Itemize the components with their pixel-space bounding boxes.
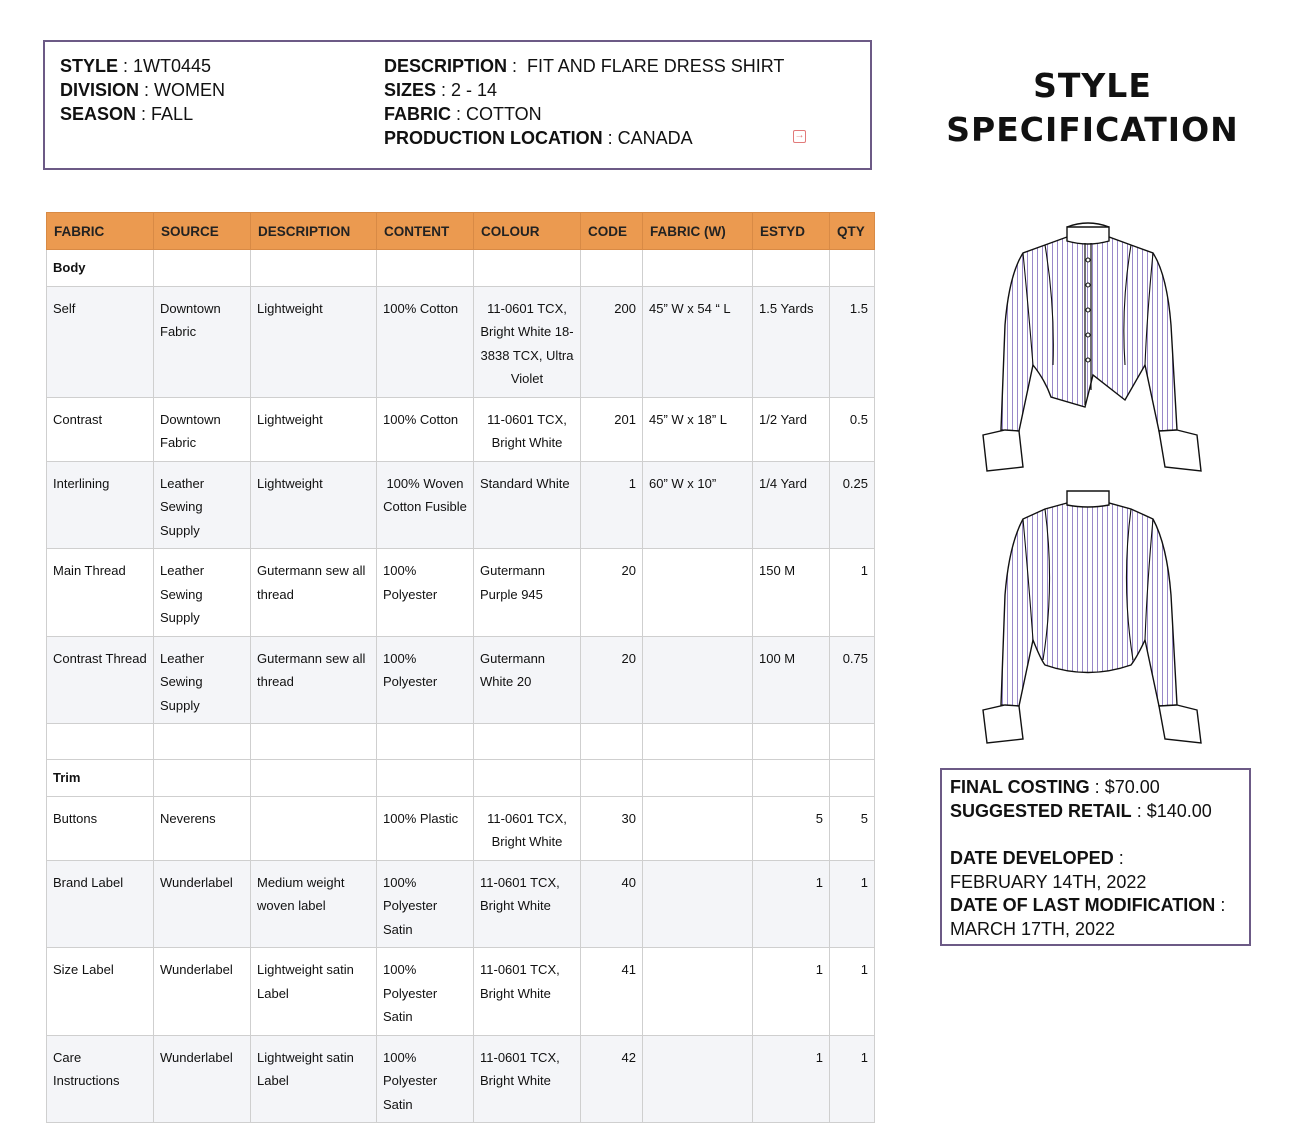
cell-code: 201: [581, 397, 643, 461]
cell-code: 1: [581, 461, 643, 549]
table-row: [47, 286, 875, 397]
col-fabric: FABRIC: [47, 213, 154, 250]
sizes-value: 2 - 14: [451, 80, 498, 100]
description-line: DESCRIPTION : FIT AND FLARE DRESS SHIRT: [384, 56, 785, 76]
cell-content: 100% Cotton: [377, 397, 474, 461]
cell-fabric: Contrast Thread: [47, 636, 154, 724]
table-row: [47, 461, 875, 549]
cell-estyd: 1: [753, 948, 830, 1036]
cell-source: Downtown Fabric: [154, 397, 251, 461]
table-row: [47, 549, 875, 637]
cell-description: Gutermann sew all thread: [251, 549, 377, 637]
cell-content: 100% Cotton: [377, 286, 474, 397]
cell-colour: Standard White: [474, 461, 581, 549]
title-line-2: SPECIFICATION: [946, 110, 1239, 149]
cell-fabric-width: [643, 549, 753, 637]
cell-estyd: 1/2 Yard: [753, 397, 830, 461]
cell-colour: 11-0601 TCX, Bright White: [474, 860, 581, 948]
col-qty: QTY: [830, 213, 875, 250]
cell-estyd: 1: [753, 1035, 830, 1123]
style-info-right: [384, 54, 784, 150]
fabric-line: FABRIC : COTTON: [384, 104, 542, 124]
cell-content: 100% Polyester: [377, 636, 474, 724]
col-description: DESCRIPTION: [251, 213, 377, 250]
col-colour: COLOUR: [474, 213, 581, 250]
cell-source: Wunderlabel: [154, 860, 251, 948]
cell-content: 100% Plastic: [377, 796, 474, 860]
cell-colour: Gutermann White 20: [474, 636, 581, 724]
cell-colour: 11-0601 TCX, Bright White: [474, 397, 581, 461]
table-row: [47, 1035, 875, 1123]
table-header-row: [47, 213, 875, 250]
table-row: [47, 636, 875, 724]
col-source: SOURCE: [154, 213, 251, 250]
shirt-front-sketch: [975, 215, 1207, 475]
description-value: FIT AND FLARE DRESS SHIRT: [527, 56, 785, 76]
cell-qty: 0.25: [830, 461, 875, 549]
cell-description: Lightweight satin Label: [251, 1035, 377, 1123]
section-row-trim: [47, 760, 875, 797]
cell-source: Wunderlabel: [154, 948, 251, 1036]
style-info-box: [43, 40, 872, 170]
cell-fabric-width: 45” W x 18” L: [643, 397, 753, 461]
cell-description: Medium weight woven label: [251, 860, 377, 948]
table-row: [47, 860, 875, 948]
cell-qty: 1: [830, 948, 875, 1036]
cell-qty: 5: [830, 796, 875, 860]
sizes-line: SIZES : 2 - 14: [384, 80, 498, 100]
cell-fabric-width: [643, 860, 753, 948]
cell-colour: 11-0601 TCX, Bright White: [474, 796, 581, 860]
cell-description: Gutermann sew all thread: [251, 636, 377, 724]
cell-estyd: 150 M: [753, 549, 830, 637]
style-line: STYLE : 1WT0445: [60, 56, 212, 76]
table-row: [47, 948, 875, 1036]
cell-qty: 1: [830, 549, 875, 637]
suggested-retail-line: SUGGESTED RETAIL : $140.00: [950, 800, 1212, 821]
cell-qty: 1.5: [830, 286, 875, 397]
cell-fabric: Care Instructions: [47, 1035, 154, 1123]
cell-description: [251, 796, 377, 860]
file-export-icon[interactable]: →: [794, 130, 805, 141]
cell-qty: 0.75: [830, 636, 875, 724]
cell-description: Lightweight: [251, 461, 377, 549]
cell-fabric-width: [643, 948, 753, 1036]
cell-code: 40: [581, 860, 643, 948]
cell-fabric-width: 45” W x 54 “ L: [643, 286, 753, 397]
cell-code: 20: [581, 636, 643, 724]
shirt-back-sketch: [975, 485, 1207, 745]
cell-fabric: Size Label: [47, 948, 154, 1036]
cell-code: 20: [581, 549, 643, 637]
cell-qty: 0.5: [830, 397, 875, 461]
cell-content: 100% Polyester: [377, 549, 474, 637]
spacer-row: [47, 724, 875, 760]
title-line-1: STYLE: [1033, 66, 1152, 105]
cell-qty: 1: [830, 1035, 875, 1123]
cell-colour: Gutermann Purple 945: [474, 549, 581, 637]
cell-source: Downtown Fabric: [154, 286, 251, 397]
cell-source: Leather Sewing Supply: [154, 549, 251, 637]
cell-content: 100% Polyester Satin: [377, 860, 474, 948]
cell-source: Neverens: [154, 796, 251, 860]
cell-fabric: Main Thread: [47, 549, 154, 637]
location-value: CANADA: [617, 128, 693, 148]
page-title: [915, 64, 1270, 152]
final-costing-line: FINAL COSTING : $70.00: [950, 777, 1160, 797]
col-estyd: ESTYD: [753, 213, 830, 250]
costing-box: [940, 768, 1251, 946]
cell-estyd: 100 M: [753, 636, 830, 724]
cell-fabric-width: 60” W x 10”: [643, 461, 753, 549]
style-info-left: [60, 54, 225, 126]
final-costing-value: $70.00: [1104, 777, 1160, 797]
division-line: DIVISION : WOMEN: [60, 80, 226, 100]
cell-colour: 11-0601 TCX, Bright White: [474, 1035, 581, 1123]
cell-content: 100% Polyester Satin: [377, 1035, 474, 1123]
cell-content: 100% Polyester Satin: [377, 948, 474, 1036]
cell-fabric: Brand Label: [47, 860, 154, 948]
cell-estyd: 1.5 Yards: [753, 286, 830, 397]
date-modified-label: DATE OF LAST MODIFICATION :: [950, 895, 1226, 915]
date-developed-label: DATE DEVELOPED :: [950, 848, 1124, 868]
section-row-body: [47, 250, 875, 287]
col-code: CODE: [581, 213, 643, 250]
spec-table: [46, 212, 875, 1123]
cell-description: Lightweight satin Label: [251, 948, 377, 1036]
cell-qty: 1: [830, 860, 875, 948]
cell-source: Leather Sewing Supply: [154, 636, 251, 724]
cell-fabric: Contrast: [47, 397, 154, 461]
suggested-retail-value: $140.00: [1146, 800, 1212, 821]
division-value: WOMEN: [154, 80, 226, 100]
cell-colour: 11-0601 TCX, Bright White 18-3838 TCX, Ultra Violet: [474, 286, 581, 397]
cell-colour: 11-0601 TCX, Bright White: [474, 948, 581, 1036]
cell-fabric: Self: [47, 286, 154, 397]
table-row: [47, 796, 875, 860]
date-developed-value: FEBRUARY 14TH, 2022: [950, 871, 1147, 892]
cell-fabric-width: [643, 796, 753, 860]
cell-estyd: 1: [753, 860, 830, 948]
cell-code: 30: [581, 796, 643, 860]
cell-estyd: 5: [753, 796, 830, 860]
cell-fabric-width: [643, 636, 753, 724]
season-value: FALL: [151, 104, 194, 124]
date-modified-value: MARCH 17TH, 2022: [950, 918, 1116, 939]
col-content: CONTENT: [377, 213, 474, 250]
cell-code: 41: [581, 948, 643, 1036]
cell-code: 42: [581, 1035, 643, 1123]
cell-estyd: 1/4 Yard: [753, 461, 830, 549]
cell-source: Leather Sewing Supply: [154, 461, 251, 549]
style-value: 1WT0445: [133, 56, 212, 76]
section-label: Trim: [47, 760, 154, 797]
location-line: PRODUCTION LOCATION : CANADA: [384, 128, 693, 148]
section-label: Body: [47, 250, 154, 287]
cell-fabric: Interlining: [47, 461, 154, 549]
col-fabric-width: FABRIC (W): [643, 213, 753, 250]
table-row: [47, 397, 875, 461]
cell-code: 200: [581, 286, 643, 397]
fabric-value: COTTON: [466, 104, 542, 124]
cell-description: Lightweight: [251, 397, 377, 461]
season-line: SEASON : FALL: [60, 104, 194, 124]
cell-content: 100% Woven Cotton Fusible: [377, 461, 474, 549]
cell-fabric: Buttons: [47, 796, 154, 860]
cell-source: Wunderlabel: [154, 1035, 251, 1123]
cell-description: Lightweight: [251, 286, 377, 397]
cell-fabric-width: [643, 1035, 753, 1123]
